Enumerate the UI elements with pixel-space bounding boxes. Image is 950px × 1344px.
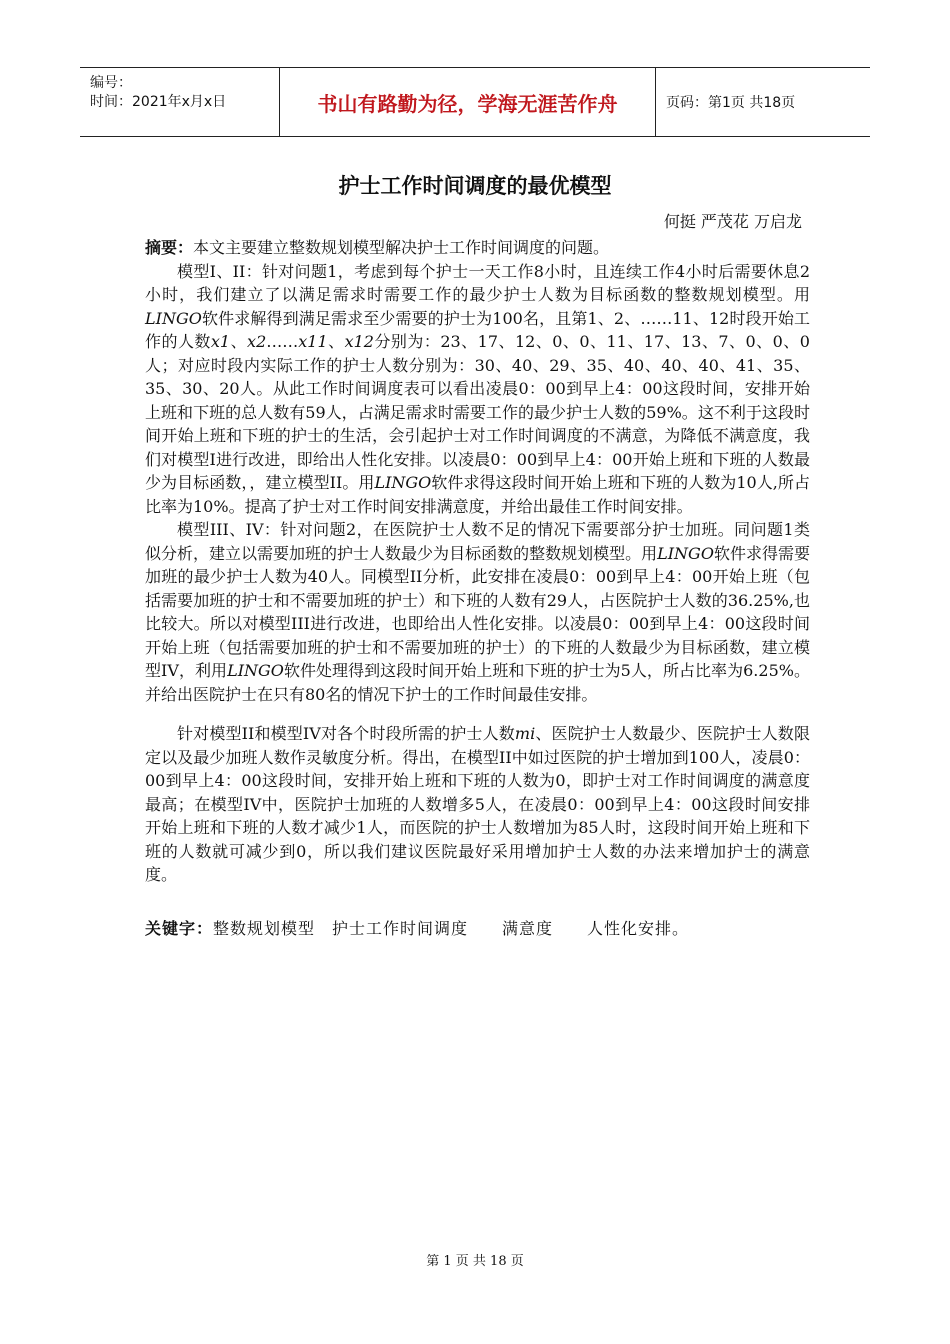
p1-text-c: 分别为：23、17、12、0、0、11、17、13、7、0、0、0人；对应时段内实际工作的护士人数分别为：30、40、29、35、40、40、40、41、35、35、30、20人。从此工作时间调度表可以看出凌晨0：00到早上4：00这段时间，安排开始上班和下班的总人数有59人，占满足需求时需要工作的最少护士人数的59%。这不利于这段时间开始上班和下班的护士的生活，会引起护士对工作时间调度的不满意，为降低不满意度，我们对模型I进行改进，即给出人性化安排。以凌晨0：00到早上4：00开始上班和下班的人数最少为目标函数，，建立模型II。用 (145, 332, 810, 492)
header-page-info: 页码：第1页 共18页 (666, 95, 796, 111)
lingo-term: LINGO (374, 473, 432, 492)
lingo-term: LINGO (657, 543, 714, 563)
lingo-term: LINGO (145, 308, 202, 328)
sep-dots: …… (266, 332, 299, 351)
time-label: 时间：2021年x月x日 (90, 94, 227, 110)
p1-text-a: 模型I、II：针对问题1，考虑到每个护士一天工作8小时，且连续工作4小时后需要休息2小时，我们建立了以满足需求时需要工作的最少护士人数为目标函数的整数规划模型。用 (145, 261, 810, 304)
p3-text-b: 、医院护士人数最少、医院护士人数限定以及最少加班人数作灵敏度分析。得出，在模型II中如过医院的护士增加到100人，凌晨0：00到早上4：00这段时间，安排开始上班和下班的人数为0，即护士对工作时间调度的满意度最高；在模型IV中，医院护士加班的人数增多5人，在凌晨0：00到早上4：00这段时间安排开始上班和下班的人数才减少1人，而医院的护士人数增加为85人时，这段时间开始上班和下班的人数就可减少到0，所以我们建议医院最好采用增加护士人数的办法来增加护士的满意度。 (145, 724, 810, 884)
var-x2: x2 (247, 332, 267, 351)
sep-2: 、 (327, 332, 345, 351)
keywords-label: 关键字： (145, 918, 214, 938)
abstract-paragraph-2 (145, 518, 810, 706)
header-motto: 书山有路勤为径，学海无涯苦作舟 (280, 68, 656, 136)
p1-text-b: 软件求解得到满足需求至少需要的护士为100名，且第1、2、……11、12时段开始工作的人数 (145, 308, 810, 351)
var-x1: x1 (210, 332, 231, 351)
var-x12: x12 (344, 332, 374, 351)
p1-text-d: 软件求得这段时间开始上班和下班的人数为10人,所占比率为10%。提高了护士对工作时间安排满意度，并给出最佳工作时间安排。 (145, 473, 810, 516)
serial-label: 编号： (90, 75, 132, 91)
p2-text-b: 软件求得需要加班的最少护士人数为40人。同模型II分析，此安排在凌晨0：00到早上4：00开始上班（包括需要加班的护士和不需要加班的护士）和下班的人数有29人，占医院护士人数的36.25%,也比较大。所以对模型III进行改进，也即给出人性化安排。以凌晨0：00到早上4：00这段时间开始上班（包括需要加班的护士和不需要加班的护士）的下班的人数最少为目标函数，建立模型IV，利用 (145, 543, 810, 680)
abstract-intro-text: 本文主要建立整数规划模型解决护士工作时间调度的问题。 (193, 238, 610, 257)
paper-title: 护士工作时间调度的最优模型 (338, 174, 612, 198)
var-mi: mi (514, 724, 536, 743)
sep-1: 、 (230, 332, 248, 351)
abstract-paragraph-3 (145, 722, 810, 887)
keywords-text: 整数规划模型 护士工作时间调度 满意度 人性化安排。 (213, 918, 690, 938)
header-meta (80, 68, 280, 136)
page-header (80, 67, 870, 137)
paper-body (145, 236, 810, 940)
p2-text-a: 模型III、IV：针对问题2，在医院护士人数不足的情况下需要部分护士加班。同问题1类似分析，建立以需要加班的护士人数最少为目标函数的整数规划模型。用 (145, 520, 810, 563)
abstract-paragraph-1 (145, 260, 810, 519)
keywords-line (145, 917, 810, 941)
var-x11: x11 (298, 332, 328, 351)
lingo-term: LINGO (227, 661, 284, 680)
abstract-label: 摘要： (145, 238, 194, 257)
paper-authors: 何挺 严茂花 万启龙 (663, 212, 802, 231)
p2-text-c: 软件处理得到这段时间开始上班和下班的护士为5人，所占比率为6.25%。并给出医院护士在只有80名的情况下护士的工作时间最佳安排。 (145, 661, 810, 704)
p3-text-a: 针对模型II和模型IV对各个时段所需的护士人数 (177, 724, 515, 743)
abstract-intro (145, 236, 810, 260)
page-footer: 第 1 页 共 18 页 (426, 1254, 524, 1269)
